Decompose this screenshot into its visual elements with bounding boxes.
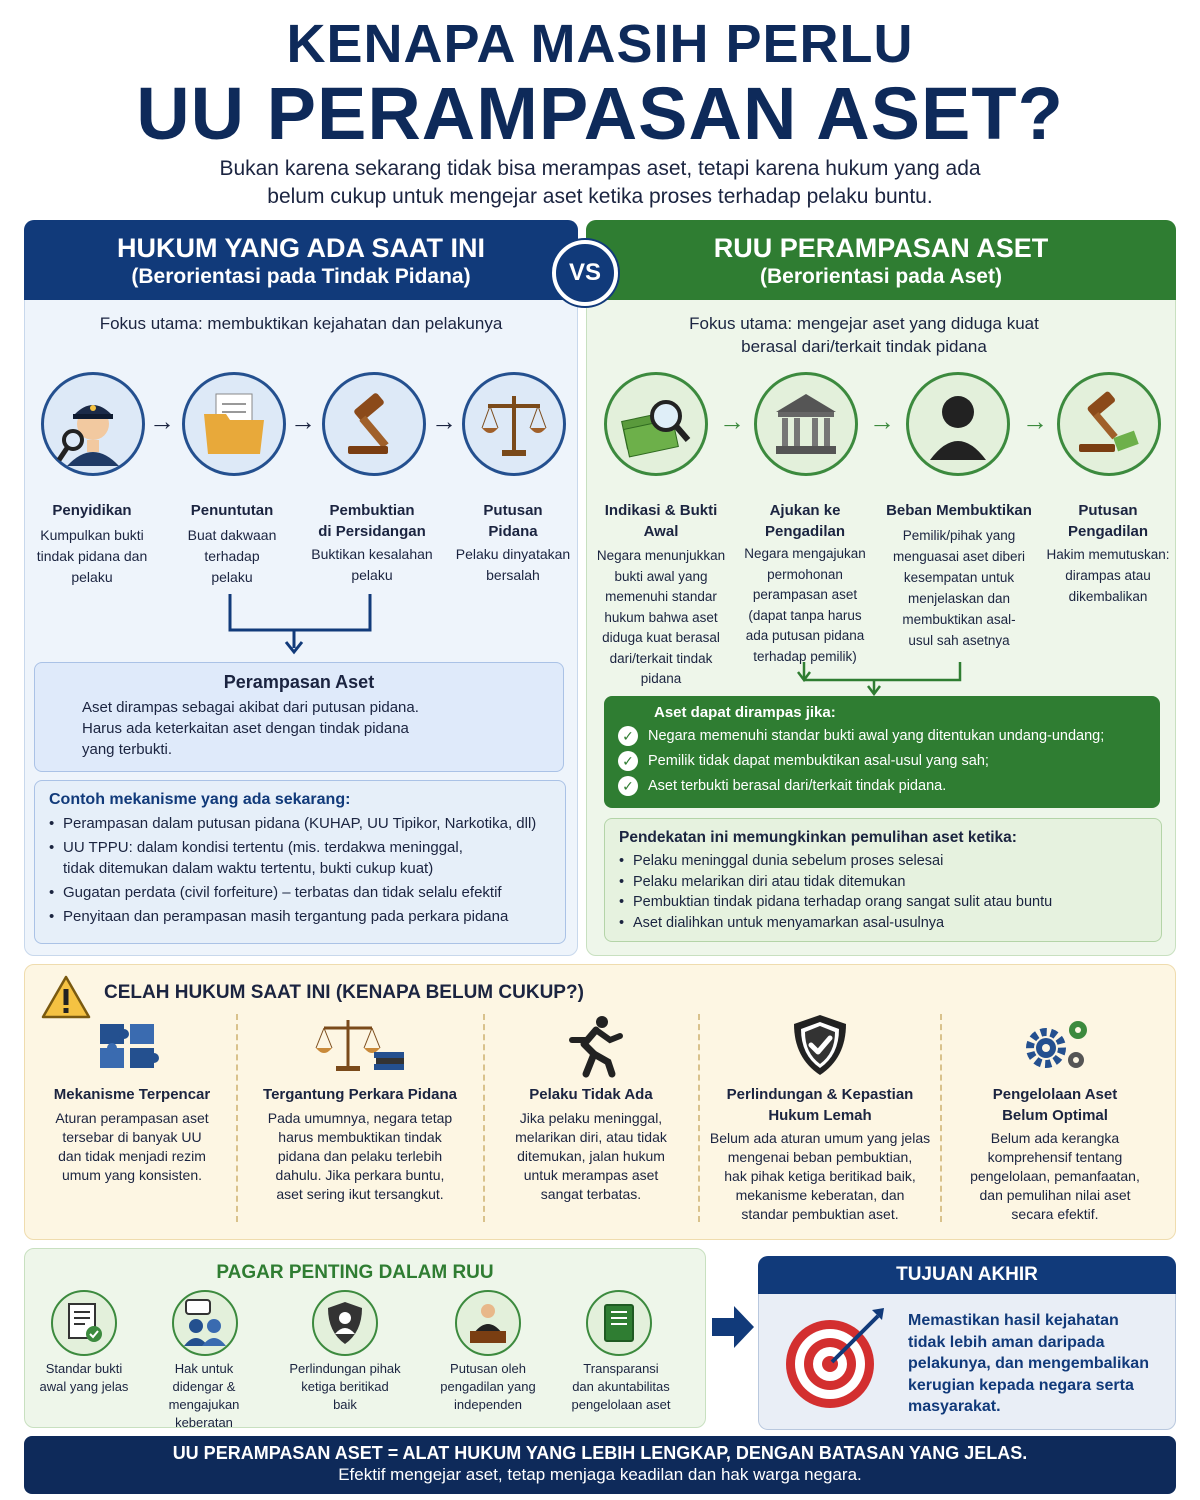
- big-arrow-icon: [710, 1302, 756, 1352]
- step-desc-line: dari/terkait tindak: [609, 650, 713, 666]
- dirampas-item: [618, 774, 1160, 799]
- right-step-3: [884, 500, 1034, 651]
- dirampas-item: [618, 749, 1160, 774]
- celah-col-title: Mekanisme Terpencar: [53, 1086, 211, 1103]
- dirampas-item: [618, 724, 1160, 749]
- celah-desc-line: Belum ada aturan umum yang jelas: [709, 1130, 931, 1146]
- right-focus-line: berasal dari/terkait tindak pidana: [741, 337, 987, 356]
- footer-banner: [24, 1436, 1176, 1494]
- step-title: Pidana: [488, 523, 538, 540]
- left-subtitle: (Berorientasi pada Tindak Pidana): [131, 265, 471, 288]
- celah-col-2: [250, 1084, 470, 1204]
- step-desc-line: kesempatan untuk: [903, 570, 1015, 585]
- celah-desc-line: Aturan perampasan aset: [55, 1110, 209, 1126]
- step-desc-line: terhadap pemilik): [753, 648, 857, 664]
- tujuan-line: Memastikan hasil kejahatan: [908, 1312, 1119, 1329]
- step-arrow-icon: →: [149, 406, 175, 436]
- step-desc: [30, 525, 154, 588]
- celah-col-title: Belum Optimal: [1002, 1107, 1108, 1124]
- dirampas-item-text: Negara memenuhi standar bukti awal yang ditentukan undang-undang;: [648, 728, 1105, 744]
- celah-desc-line: pidana dan pelaku terlebih: [277, 1148, 443, 1164]
- celah-desc-line: dan tidak menjadi rezim: [58, 1148, 206, 1164]
- contoh-box: [34, 780, 566, 944]
- dirampas-item-text: Aset terbukti berasal dari/terkait tindak pidana.: [648, 778, 947, 794]
- pagar-label-line: pengelolaan aset: [571, 1397, 671, 1412]
- right-focus-line: Fokus utama: mengejar aset yang diduga kuat: [689, 314, 1039, 333]
- money-magnifier-icon: [604, 372, 708, 476]
- step-arrow-icon: →: [431, 406, 457, 436]
- pagar-label-line: keberatan: [175, 1415, 233, 1430]
- check-circle-icon: ✓: [618, 726, 638, 746]
- gavel-money-icon: [1057, 372, 1161, 476]
- judge-icon: [455, 1290, 521, 1356]
- perampasan-title: Perampasan Aset: [223, 672, 375, 692]
- pendekatan-title: Pendekatan ini memungkinkan pemulihan aset ketika:: [619, 829, 1017, 846]
- step-arrow-icon: →: [869, 406, 895, 436]
- tujuan-line: pelakunya, dan mengembalikan: [908, 1355, 1149, 1372]
- celah-title: CELAH HUKUM SAAT INI (KENAPA BELUM CUKUP?): [104, 982, 584, 1003]
- celah-col-title: Tergantung Perkara Pidana: [263, 1086, 457, 1103]
- step-desc-line: dirampas atau: [1065, 568, 1151, 583]
- target-icon: [780, 1304, 890, 1414]
- pagar-item-3: [280, 1360, 410, 1414]
- step-desc: [884, 525, 1034, 651]
- police-officer-icon: [41, 372, 145, 476]
- tujuan-title: TUJUAN AKHIR: [758, 1256, 1176, 1294]
- perampasan-line: Harus ada keterkaitan aset dengan tindak pidana: [82, 720, 409, 737]
- check-circle-icon: ✓: [618, 776, 638, 796]
- right-title: RUU PERAMPASAN ASET: [713, 233, 1049, 263]
- step-desc-line: pelaku: [211, 569, 253, 585]
- celah-col-4: [706, 1084, 934, 1224]
- left-step-4: [450, 500, 576, 586]
- shield-person-icon: [312, 1290, 378, 1356]
- courthouse-icon: [754, 372, 858, 476]
- celah-desc-line: melarikan diri, atau tidak: [515, 1129, 667, 1145]
- celah-desc-line: ditemukan, jalan hukum: [517, 1148, 665, 1164]
- celah-col-1: [40, 1084, 224, 1185]
- step-desc-line: tindak pidana dan: [36, 548, 148, 564]
- left-focus: Fokus utama: membuktikan kejahatan dan pelakunya: [99, 314, 503, 333]
- list-item: [49, 837, 565, 879]
- step-arrow-icon: →: [290, 406, 316, 436]
- step-desc: [592, 546, 730, 690]
- celah-col-title: Pelaku Tidak Ada: [529, 1086, 653, 1103]
- list-item-text: Penyitaan dan perampasan masih tergantung pada perkara pidana: [63, 908, 509, 925]
- gears-icon: [1020, 1014, 1096, 1076]
- step-desc-line: membuktikan asal-: [902, 612, 1016, 627]
- step-title: Pengadilan: [1067, 523, 1149, 540]
- celah-desc-line: standar pembuktian aset.: [741, 1206, 899, 1222]
- step-desc-line: hukum bahwa aset: [604, 609, 718, 625]
- step-desc-line: perampasan aset: [752, 587, 858, 602]
- pagar-label-line: Hak untuk: [174, 1361, 234, 1376]
- list-item: • Aset dialihkan untuk menyamarkan asal-usulnya: [619, 913, 1161, 934]
- subtitle: [140, 155, 1060, 211]
- step-desc-line: Negara mengajukan: [744, 546, 866, 561]
- dirampas-list: [618, 724, 1160, 799]
- pagar-item-5: [559, 1360, 683, 1414]
- celah-col-title: Pengelolaan Aset: [992, 1086, 1118, 1103]
- perampasan-line: yang terbukti.: [82, 741, 173, 758]
- step-desc-line: menjelaskan dan: [907, 591, 1011, 606]
- step-title: Putusan: [483, 502, 543, 519]
- step-desc-line: Buktikan kesalahan: [311, 546, 433, 562]
- celah-desc-line: umum yang konsisten.: [61, 1167, 203, 1183]
- step-desc-line: memenuhi standar: [605, 589, 717, 604]
- step-desc-line: Pelaku dinyatakan: [455, 546, 571, 562]
- perampasan-line: Aset dirampas sebagai akibat dari putusan pidana.: [82, 699, 419, 716]
- pagar-label-line: Perlindungan pihak: [289, 1361, 401, 1376]
- column-divider: [698, 1014, 700, 1222]
- subtitle-line2: belum cukup untuk mengejar aset ketika proses terhadap pelaku buntu.: [267, 185, 933, 208]
- step-desc-line: Negara menunjukkan: [596, 548, 726, 563]
- celah-col-title: Perlindungan & Kepastian: [726, 1086, 914, 1103]
- celah-desc-line: pengelolaan, pemanfaatan,: [970, 1168, 1140, 1184]
- dirampas-item-text: Pemilik tidak dapat membuktikan asal-usul yang sah;: [648, 753, 989, 769]
- celah-desc-line: aset sering ikut tersangkut.: [276, 1186, 444, 1202]
- step-desc-line: pelaku: [351, 567, 393, 583]
- left-step-2: [170, 500, 294, 588]
- pendekatan-box: [604, 818, 1162, 942]
- celah-col-desc: [40, 1109, 224, 1185]
- step-desc-line: pidana: [640, 671, 682, 686]
- merge-connector-icon: [790, 660, 970, 696]
- pagar-label-line: awal yang jelas: [39, 1379, 129, 1394]
- step-title: Pengadilan: [764, 523, 846, 540]
- pagar-title: PAGAR PENTING DALAM RUU: [216, 1262, 494, 1283]
- list-item-text: Gugatan perdata (civil forfeiture) – terbatas dan tidak selalu efektif: [63, 884, 502, 901]
- running-person-icon: [556, 1014, 628, 1080]
- dirampas-box: [604, 696, 1160, 808]
- shield-check-icon: [790, 1012, 850, 1078]
- people-speech-icon: [172, 1290, 238, 1356]
- list-item: • Pelaku meninggal dunia sebelum proses selesai: [619, 851, 1161, 872]
- tujuan-line: kerugian kepada negara serta: [908, 1376, 1134, 1394]
- celah-col-title: Hukum Lemah: [768, 1107, 872, 1124]
- step-desc-line: Pemilik/pihak yang: [902, 528, 1016, 543]
- celah-col-desc: [250, 1109, 470, 1204]
- right-subtitle: (Berorientasi pada Aset): [760, 265, 1002, 288]
- step-desc-line: pelaku: [71, 569, 113, 585]
- step-title: Penuntutan: [190, 502, 274, 519]
- pagar-label-line: Standar bukti: [45, 1361, 123, 1376]
- pagar-label-line: didengar &: [172, 1379, 236, 1394]
- step-desc: [1040, 544, 1176, 607]
- tujuan-text: [908, 1310, 1168, 1418]
- celah-desc-line: harus membuktikan tindak: [278, 1129, 442, 1145]
- pagar-label-line: Putusan oleh: [450, 1361, 526, 1376]
- celah-desc-line: sangat terbatas.: [540, 1186, 642, 1202]
- title-line1: KENAPA MASIH PERLU: [286, 14, 914, 74]
- gavel-icon: [322, 372, 426, 476]
- list-item: [49, 882, 565, 903]
- column-divider: [940, 1014, 942, 1222]
- step-title: Ajukan ke: [769, 502, 841, 519]
- celah-desc-line: dahulu. Jika perkara buntu,: [275, 1167, 445, 1183]
- right-step-1: [592, 500, 730, 690]
- left-panel-header: [24, 220, 578, 300]
- pagar-item-1: [34, 1360, 134, 1396]
- step-title: Putusan: [1078, 502, 1138, 519]
- step-desc: [302, 544, 442, 586]
- step-desc: [738, 544, 872, 667]
- step-desc-line: dikembalikan: [1068, 589, 1148, 604]
- celah-desc-line: komprehensif tentang: [987, 1149, 1123, 1165]
- perampasan-text: [82, 697, 563, 760]
- step-desc-line: Hakim memutuskan:: [1046, 547, 1170, 562]
- celah-desc-line: tersebar di banyak UU: [62, 1129, 202, 1145]
- celah-desc-line: Jika pelaku meninggal,: [519, 1110, 663, 1126]
- left-step-3: [302, 500, 442, 586]
- celah-desc-line: dan pemulihan nilai aset: [979, 1187, 1131, 1203]
- perampasan-box: [34, 662, 564, 772]
- pagar-label-line: pengadilan yang: [440, 1379, 536, 1394]
- scales-books-icon: [312, 1014, 408, 1074]
- tujuan-line: masyarakat.: [908, 1398, 1001, 1415]
- book-icon: [586, 1290, 652, 1356]
- pagar-label-line: Transparansi: [583, 1361, 659, 1376]
- list-item: [49, 813, 565, 834]
- pagar-label-line: dan akuntabilitas: [572, 1379, 670, 1394]
- left-step-1: [30, 500, 154, 588]
- dirampas-title: Aset dapat dirampas jika:: [654, 704, 836, 721]
- celah-col-desc: [494, 1109, 688, 1204]
- column-divider: [236, 1014, 238, 1222]
- subtitle-line1: Bukan karena sekarang tidak bisa merampas aset, tetapi karena hukum yang ada: [219, 157, 981, 180]
- step-desc-line: permohonan: [767, 566, 843, 582]
- celah-desc-line: untuk merampas aset: [523, 1167, 659, 1183]
- right-step-2: [738, 500, 872, 667]
- step-desc: [450, 544, 576, 586]
- step-desc-line: ada putusan pidana: [745, 628, 865, 643]
- step-title: Beban Membuktikan: [886, 502, 1032, 519]
- warning-icon: [40, 974, 92, 1020]
- scales-icon: [462, 372, 566, 476]
- title-line2: UU PERAMPASAN ASET?: [136, 72, 1064, 155]
- step-arrow-icon: →: [719, 406, 745, 436]
- step-desc: [170, 525, 294, 588]
- step-desc-line: Buat dakwaan: [187, 527, 277, 543]
- step-arrow-icon: →: [1022, 406, 1048, 436]
- list-item: • Pembuktian tindak pidana terhadap orang sangat sulit atau buntu: [619, 892, 1161, 913]
- right-step-4: [1040, 500, 1176, 607]
- merge-connector-icon: [200, 590, 400, 660]
- column-divider: [483, 1014, 485, 1222]
- pagar-item-2: [154, 1360, 254, 1432]
- contoh-title: Contoh mekanisme yang ada sekarang:: [49, 791, 351, 808]
- celah-col-5: [950, 1084, 1160, 1224]
- tujuan-line: tidak lebih aman daripada: [908, 1333, 1105, 1351]
- right-panel-header: [586, 220, 1176, 300]
- right-focus: [586, 312, 1142, 358]
- document-check-icon: [51, 1290, 117, 1356]
- step-desc-line: menguasai aset diberi: [892, 549, 1026, 564]
- folder-icon: [182, 372, 286, 476]
- step-desc-line: usul sah asetnya: [908, 633, 1010, 648]
- pagar-label-line: ketiga beritikad: [301, 1379, 389, 1394]
- pagar-label-line: baik: [333, 1397, 357, 1412]
- check-circle-icon: ✓: [618, 751, 638, 771]
- step-desc-line: terhadap: [204, 548, 260, 564]
- step-desc-line: bersalah: [486, 567, 540, 583]
- person-silhouette-icon: [906, 372, 1010, 476]
- footer-line2: Efektif mengejar aset, tetap menjaga keadilan dan hak warga negara.: [338, 1465, 862, 1484]
- footer-line1: UU PERAMPASAN ASET = ALAT HUKUM YANG LEBIH LENGKAP, DENGAN BATASAN YANG JELAS.: [172, 1443, 1028, 1463]
- step-desc-line: bukti awal yang: [614, 568, 708, 584]
- celah-desc-line: Pada umumnya, negara tetap: [267, 1110, 453, 1126]
- left-title: HUKUM YANG ADA SAAT INI: [116, 233, 486, 263]
- celah-col-desc: [706, 1129, 934, 1224]
- list-item-text: Perampasan dalam putusan pidana (KUHAP, UU Tipikor, Narkotika, dll): [63, 815, 537, 832]
- step-title: Pembuktian: [329, 502, 415, 519]
- celah-col-desc: [950, 1129, 1160, 1224]
- list-item: [49, 906, 565, 927]
- step-title: di Persidangan: [318, 523, 426, 540]
- celah-desc-line: Belum ada kerangka: [990, 1130, 1120, 1146]
- step-desc-line: diduga kuat berasal: [602, 630, 720, 645]
- list-item-text: tidak ditemukan dalam waktu tertentu, bukti cukup kuat): [63, 860, 434, 877]
- list-item: • Pelaku melarikan diri atau tidak ditemukan: [619, 872, 1161, 893]
- list-item-text: • UU TPPU: dalam kondisi tertentu (mis. terdakwa meninggal,: [63, 839, 463, 856]
- step-desc-line: (dapat tanpa harus: [748, 607, 862, 623]
- celah-desc-line: secara efektif.: [1011, 1206, 1099, 1222]
- celah-desc-line: hak pihak ketiga beritikad baik,: [724, 1168, 916, 1184]
- pagar-label-line: independen: [454, 1397, 522, 1412]
- pagar-item-4: [428, 1360, 548, 1414]
- celah-desc-line: mekanisme keberatan, dan: [735, 1187, 905, 1203]
- pendekatan-list: [619, 851, 1161, 933]
- vs-badge: VS: [552, 240, 618, 306]
- step-title: Indikasi & Bukti Awal: [604, 502, 718, 540]
- contoh-list: [49, 813, 565, 927]
- pagar-label-line: mengajukan: [168, 1397, 240, 1412]
- step-title: Penyidikan: [52, 502, 132, 519]
- puzzle-icon: [96, 1018, 166, 1074]
- celah-desc-line: mengenai beban pembuktian,: [727, 1149, 913, 1165]
- celah-col-3: [494, 1084, 688, 1204]
- step-desc-line: Kumpulkan bukti: [40, 527, 144, 543]
